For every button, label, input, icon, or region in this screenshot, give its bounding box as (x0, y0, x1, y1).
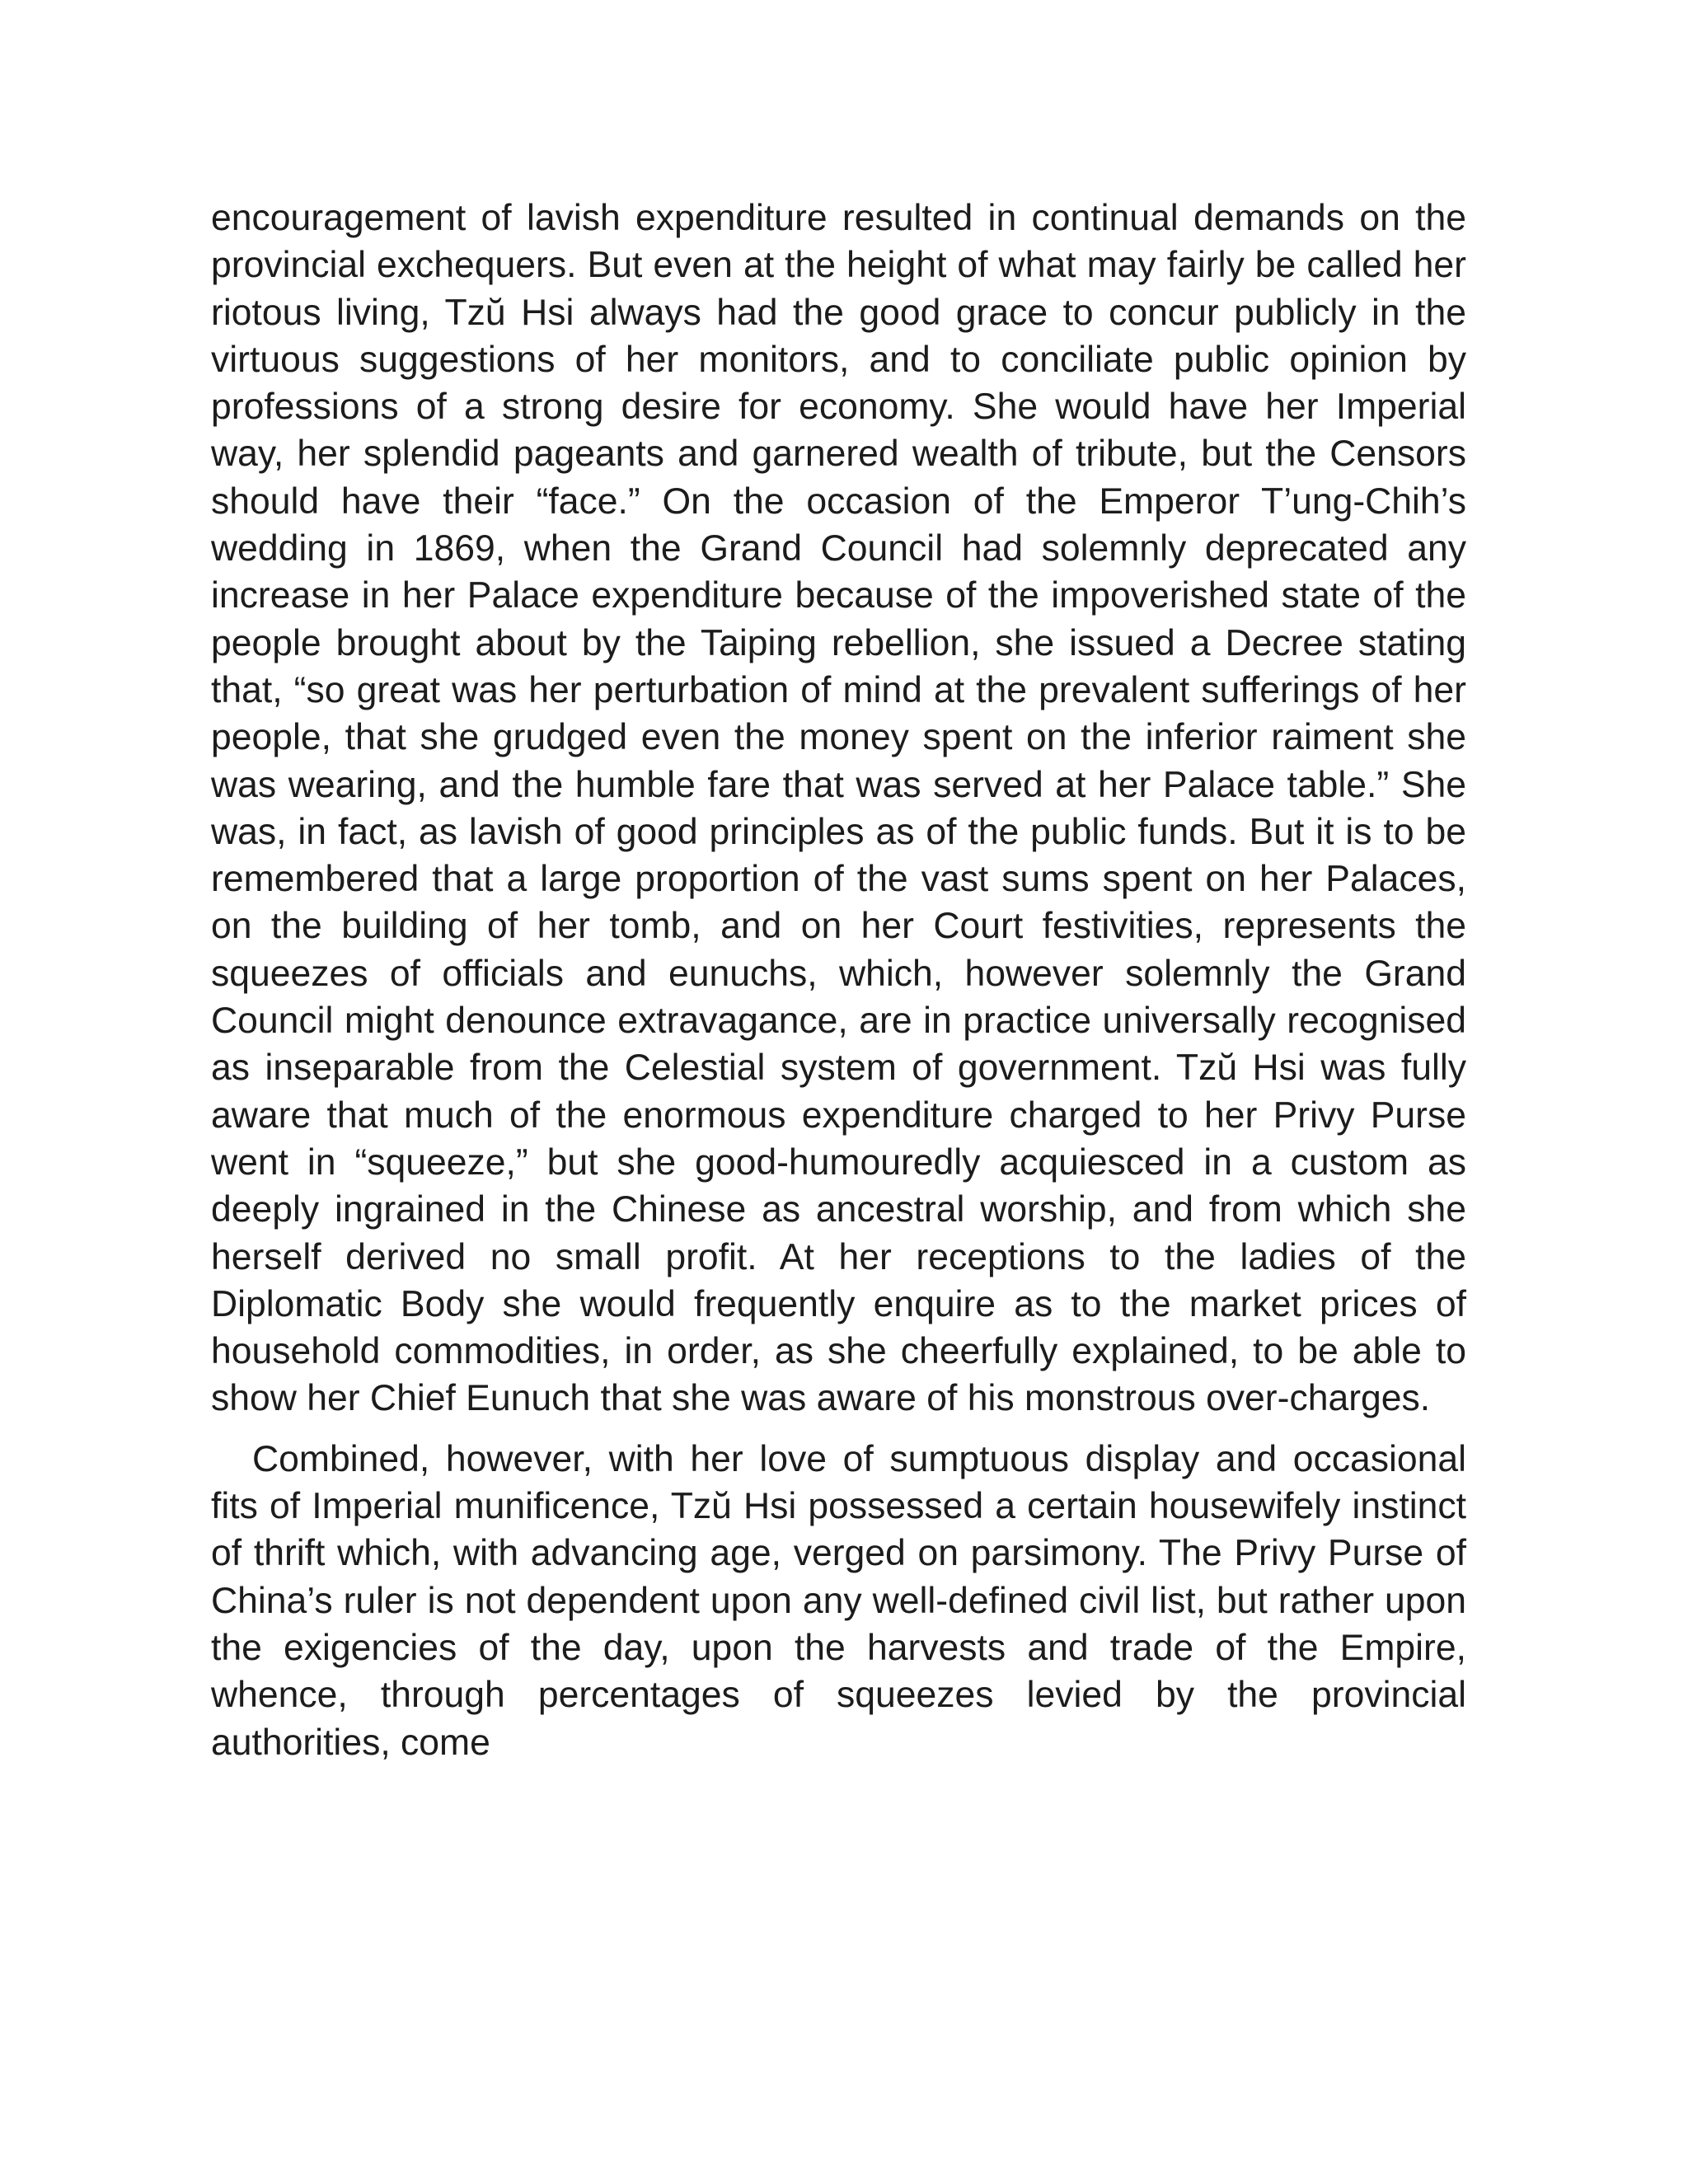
paragraph-1: encouragement of lavish expenditure resulted in continual demands on the provincial exchequers. But even at the height of what may fairly be called her riotous living, Tzŭ Hsi always had the good grace to concur publicly in the virtuous suggestions of her monitors, and to conciliate public opinion by professions of a strong desire for economy. She would have her Imperial way, her splendid pageants and garnered wealth of tribute, but the Censors should have their “face.” On the occasion of the Emperor T’ung-Chih’s wedding in 1869, when the Grand Council had solemnly deprecated any increase in her Palace expenditure because of the impoverished state of the people brought about by the Taiping rebellion, she issued a Decree stating that, “so great was her perturbation of mind at the prevalent sufferings of her people, that she grudged even the money spent on the inferior raiment she was wearing, and the humble fare that was served at her Palace table.” She was, in fact, as lavish of good principles as of the public funds. But it is to be remembered that a large proportion of the vast sums spent on her Palaces, on the building of her tomb, and on her Court festivities, represents the squeezes of officials and eunuchs, which, however solemnly the Grand Council might denounce extravagance, are in practice universally recognised as inseparable from the Celestial system of government. Tzŭ Hsi was fully aware that much of the enormous expenditure charged to her Privy Purse went in “squeeze,” but she good-humouredly acquiesced in a custom as deeply ingrained in the Chinese as ancestral worship, and from which she herself derived no small profit. At her receptions to the ladies of the Diplomatic Body she would frequently enquire as to the market prices of household commodities, in order, as she cheerfully explained, to be able to show her Chief Eunuch that she was aware of his monstrous over-charges. (211, 198, 1466, 1419)
document-page (211, 194, 1466, 1766)
paragraph-2: Combined, however, with her love of sumptuous display and occasional fits of Imperial munificence, Tzŭ Hsi possessed a certain housewifely instinct of thrift which, with advancing age, verged on parsimony. The Privy Purse of China’s ruler is not dependent upon any well-defined civil list, but rather upon the exigencies of the day, upon the harvests and trade of the Empire, whence, through percentages of squeezes levied by the provincial authorities, come (211, 1438, 1466, 1763)
